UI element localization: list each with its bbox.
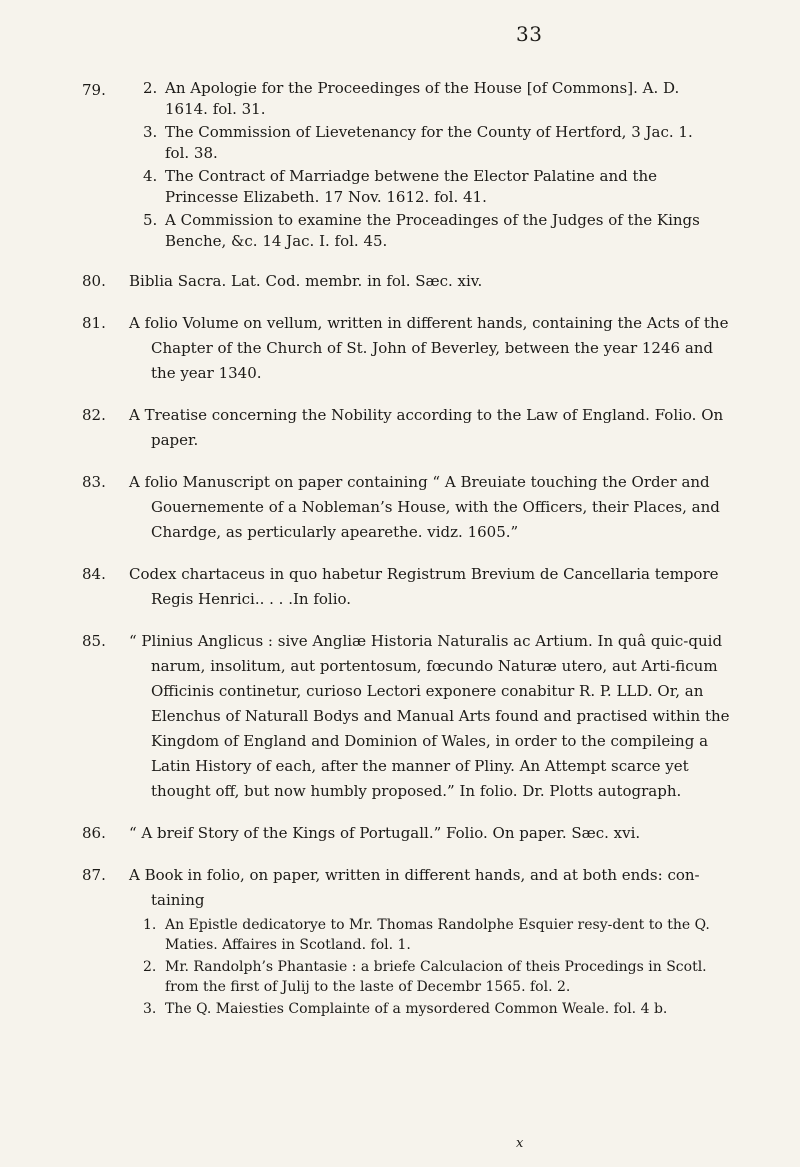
subitem-number: 2. bbox=[143, 959, 157, 975]
entry-text: A folio Volume on vellum, written in different hands, containing the Acts of the Chapter of the Church of St. John of Beverley, between the year 1246 and the year 1340. bbox=[129, 314, 729, 382]
subitem-text: An Epistle dedicatorye to Mr. Thomas Randolphe Esquier resy-dent to the Q. Maties. Affaires in Scotland. fol. 1. bbox=[165, 917, 710, 953]
entry-number: 85. bbox=[82, 632, 106, 650]
list-item bbox=[129, 122, 719, 164]
entry-number: 80. bbox=[82, 272, 106, 290]
subitem-number: 3. bbox=[143, 123, 158, 141]
catalogue-entries bbox=[0, 76, 800, 1036]
entry-text: “ A breif Story of the Kings of Portugall.” Folio. On paper. Sæc. xvi. bbox=[129, 824, 641, 842]
list-item bbox=[129, 957, 719, 997]
entry-text: Codex chartaceus in quo habetur Registrum Brevium de Cancellaria tempore Regis Henrici.. . . .In folio. bbox=[129, 565, 719, 608]
subitem-number: 5. bbox=[143, 211, 158, 229]
subitem-text: The Contract of Marriadge betwene the Elector Palatine and the Princesse Elizabeth. 17 Nov. 1612. fol. 41. bbox=[165, 167, 658, 206]
entry-number: 82. bbox=[82, 406, 106, 424]
entry-text: “ Plinius Anglicus : sive Angliæ Historia Naturalis ac Artium. In quâ quic-quid narum, insolitum, aut portentosum, fœcundo Naturæ utero, aut Arti-ficum Officinis continetur, curioso Lectori exponere conabitur R. P. LLD. Or, an Elenchus of Naturall Bodys and Manual Arts found and practised within the Kingdom of England and Dominion of Wales, in order to the compileing a Latin History of each, after the manner of Pliny. An Attempt scarce yet thought off, but now humbly proposed.” In folio. Dr. Plotts autograph. bbox=[129, 632, 730, 800]
list-item bbox=[129, 999, 719, 1019]
subitem-number: 1. bbox=[143, 917, 157, 933]
entry-84 bbox=[0, 562, 800, 612]
entry-81 bbox=[0, 311, 800, 386]
list-item bbox=[129, 210, 719, 252]
entry-82 bbox=[0, 403, 800, 453]
subitem-text: The Q. Maiesties Complainte of a mysordered Common Weale. fol. 4 b. bbox=[165, 1001, 668, 1017]
subitem-text: An Apologie for the Proceedinges of the House [of Commons]. A. D. 1614. fol. 31. bbox=[165, 79, 680, 118]
list-item bbox=[129, 915, 719, 955]
entry-85 bbox=[0, 629, 800, 804]
entry-87 bbox=[0, 863, 800, 1019]
page-number: 33 bbox=[516, 22, 543, 46]
subitem-number: 3. bbox=[143, 1001, 157, 1017]
subitem-text: The Commission of Lievetenancy for the County of Hertford, 3 Jac. 1. fol. 38. bbox=[165, 123, 693, 162]
entry-number: 83. bbox=[82, 473, 106, 491]
entry-text: Biblia Sacra. Lat. Cod. membr. in fol. Sæc. xiv. bbox=[129, 272, 483, 290]
entry-number: 86. bbox=[82, 824, 106, 842]
entry-number: 81. bbox=[82, 314, 106, 332]
entry-80 bbox=[0, 269, 800, 294]
entry-83 bbox=[0, 470, 800, 545]
subitem-text: A Commission to examine the Proceadinges of the Judges of the Kings Benche, &c. 14 Jac. I. fol. 45. bbox=[165, 211, 700, 250]
list-item bbox=[129, 78, 719, 120]
subitem-number: 2. bbox=[143, 79, 158, 97]
entry-text: A Treatise concerning the Nobility according to the Law of England. Folio. On paper. bbox=[129, 406, 724, 449]
entry-number: 79. bbox=[82, 81, 106, 99]
entry-text: A folio Manuscript on paper containing “ A Breuiate touching the Order and Gouernemente of a Nobleman’s House, with the Officers, their Places, and Chardge, as perticularly apearethe. vidz. 1605.” bbox=[129, 473, 720, 541]
subitem-text: Mr. Randolph’s Phantasie : a briefe Calculacion of theis Procedings in Scotl. from the first of Julij to the laste of Decembr 1565. fol. 2. bbox=[165, 959, 707, 995]
signature-mark: x bbox=[516, 1136, 524, 1151]
entry-79-subitems bbox=[129, 78, 719, 252]
entry-text: A Book in folio, on paper, written in different hands, and at both ends: con-taining bbox=[129, 866, 700, 909]
entry-86 bbox=[0, 821, 800, 846]
entry-79 bbox=[0, 78, 800, 252]
entry-87-subitems bbox=[129, 915, 719, 1019]
entry-number: 87. bbox=[82, 866, 106, 884]
list-item bbox=[129, 166, 719, 208]
subitem-number: 4. bbox=[143, 167, 158, 185]
entry-number: 84. bbox=[82, 565, 106, 583]
